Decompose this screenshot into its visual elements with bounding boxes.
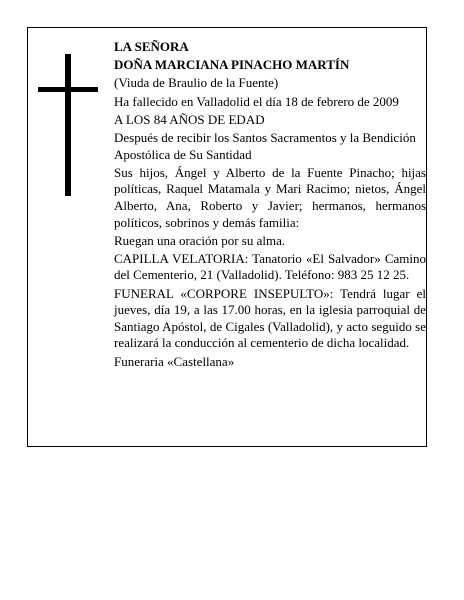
obituary-text (114, 39, 426, 372)
cross-vertical-bar (65, 54, 71, 196)
chapel-paragraph: CAPILLA VELATORIA: Tanatorio «El Salvador» Camino del Cementerio, 21 (Valladolid). Teléfono: 983 25 12 25. (114, 250, 426, 283)
sacraments-paragraph: Después de recibir los Santos Sacramentos y la Bendición Apostólica de Su Santidad (114, 129, 416, 162)
cross-horizontal-bar (38, 87, 98, 92)
latin-cross-icon (38, 54, 98, 196)
deceased-name: DOÑA MARCIANA PINACHO MARTÍN (114, 57, 350, 73)
funeral-paragraph: FUNERAL «CORPORE INSEPULTO»: Tendrá lugar el jueves, día 19, a las 17.00 horas, en la iglesia parroquial de Santiago Apóstol, de Cigales (Valladolid), y acto seguido se realizará la conducción al cementerio de dicha localidad. (114, 285, 426, 351)
funeral-home-line: Funeraria «Castellana» (114, 353, 235, 369)
prayer-line: Ruegan una oración por su alma. (114, 232, 286, 248)
widow-of-line: (Viuda de Braulio de la Fuente) (114, 75, 279, 91)
death-announcement: Ha fallecido en Valladolid el día 18 de febrero de 2009 (114, 93, 399, 109)
notice-heading: LA SEÑORA (114, 39, 189, 54)
family-paragraph: Sus hijos, Ángel y Alberto de la Fuente Pinacho; hijas políticas, Raquel Matamala y Mari Racimo; nietos, Ángel Alberto, Ana, Roberto y Javier; hermanos, hermanos políticos, sobrinos y demás familia: (114, 164, 426, 230)
age-line: A LOS 84 AÑOS DE EDAD (114, 111, 265, 127)
